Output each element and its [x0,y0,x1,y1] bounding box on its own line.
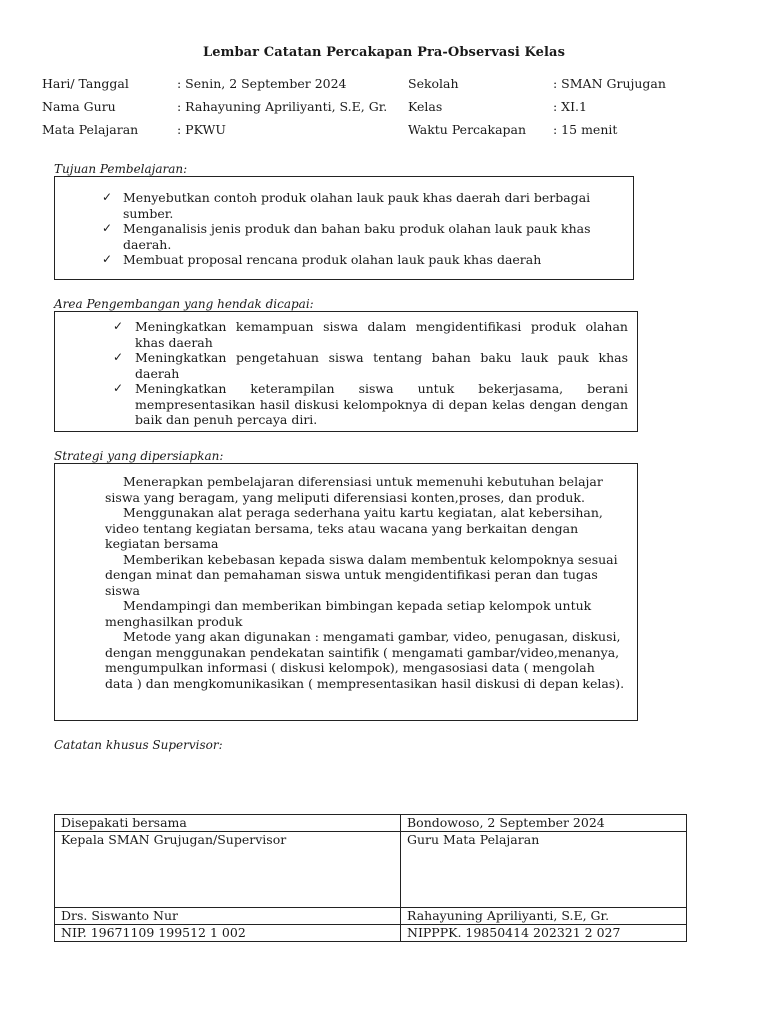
table-row [55,832,687,908]
strategi-text [105,474,625,691]
strategi-box [54,463,638,721]
info-row [42,122,722,145]
strategi-label: Strategi yang dipersiapkan: [54,449,224,463]
info-value: : SMAN Grujugan [553,76,666,91]
area-box [54,311,638,432]
info-value: : XI.1 [553,99,587,114]
info-value: : 15 menit [553,122,618,137]
list-item-text: Meningkatkan pengetahuan siswa tentang bahan baku lauk pauk khas daerah [135,350,628,381]
area-label: Area Pengembangan yang hendak dicapai: [54,297,314,311]
list-item-text: Meningkatkan kemampuan siswa dalam mengidentifikasi produk olahan khas daerah [135,319,628,350]
info-value: : Rahayuning Apriliyanti, S.E, Gr. [177,99,388,114]
info-row [42,99,722,122]
signature-table [54,814,687,942]
signature-right-id: NIPPPK. 19850414 202321 2 027 [401,925,687,942]
list-item [113,381,628,428]
signature-left-name: Drs. Siswanto Nur [55,908,401,925]
checkmark-icon: ✓ [113,319,124,333]
strategi-paragraph: Menerapkan pembelajaran diferensiasi untuk memenuhi kebutuhan belajar siswa yang beragam, yang meliputi diferensiasi konten,proses, dan produk. [105,474,603,505]
area-list [113,319,628,428]
list-item-text: Meningkatkan keterampilan siswa untuk bekerjasama, berani mempresentasikan hasil diskusi kelompoknya di depan kelas dengan dengan baik dan penuh percaya diri. [135,381,628,427]
list-item [102,221,593,252]
list-item [113,350,628,381]
checkmark-icon: ✓ [113,350,124,364]
signature-left-role: Kepala SMAN Grujugan/Supervisor [55,832,401,908]
checkmark-icon: ✓ [102,190,113,204]
tujuan-list [102,190,593,268]
list-item [113,319,628,350]
info-label: Nama Guru [42,99,116,114]
table-row [55,908,687,925]
tujuan-box [54,176,634,280]
signature-right-name: Rahayuning Apriliyanti, S.E, Gr. [401,908,687,925]
info-label: Hari/ Tanggal [42,76,129,91]
info-label: Sekolah [408,76,459,91]
strategi-paragraph: Memberikan kebebasan kepada siswa dalam membentuk kelompoknya sesuai dengan minat dan pemahaman siswa untuk mengidentifikasi peran dan tugas siswa [105,551,618,598]
signature-place-date: Bondowoso, 2 September 2024 [401,815,687,832]
tujuan-label: Tujuan Pembelajaran: [54,162,188,176]
checkmark-icon: ✓ [102,221,113,235]
info-label: Waktu Percakapan [408,122,527,137]
checkmark-icon: ✓ [113,381,124,395]
signature-right-role: Guru Mata Pelajaran [401,832,687,908]
info-block [42,76,722,145]
list-item-text: Membuat proposal rencana produk olahan lauk pauk khas daerah [123,252,542,267]
list-item-text: Menyebutkan contoh produk olahan lauk pauk khas daerah dari berbagai sumber. [123,190,591,221]
table-row [55,925,687,942]
info-row [42,76,722,99]
list-item [102,252,593,268]
table-row [55,815,687,832]
list-item [102,190,593,221]
strategi-paragraph: Menggunakan alat peraga sederhana yaitu kartu kegiatan, alat kebersihan, video tentang kegiatan bersama, teks atau wacana yang berkaitan dengan kegiatan bersama [105,505,603,551]
strategi-paragraph: Mendampingi dan memberikan bimbingan kepada setiap kelompok untuk menghasilkan produk [105,598,592,629]
checkmark-icon: ✓ [102,252,113,266]
document-title: Lembar Catatan Percakapan Pra-Observasi Kelas [203,45,565,60]
signature-agreed: Disepakati bersama [55,815,401,832]
info-value: : PKWU [177,122,226,137]
strategi-paragraph: Metode yang akan digunakan : mengamati gambar, video, penugasan, diskusi, dengan menggunakan pendekatan saintifik ( mengamati gambar/video,menanya, mengumpulkan informasi ( diskusi kelompok), mengasosiasi data ( mengolah data ) dan mengkomunikasikan ( mempresentasikan hasil diskusi di depan kelas). [105,629,625,691]
info-label: Mata Pelajaran [42,122,139,137]
signature-left-id: NIP. 19671109 199512 1 002 [55,925,401,942]
list-item-text: Menganalisis jenis produk dan bahan baku produk olahan lauk pauk khas daerah. [123,221,591,252]
info-label: Kelas [408,99,443,114]
catatan-label: Catatan khusus Supervisor: [54,738,223,752]
info-value: : Senin, 2 September 2024 [177,76,347,91]
